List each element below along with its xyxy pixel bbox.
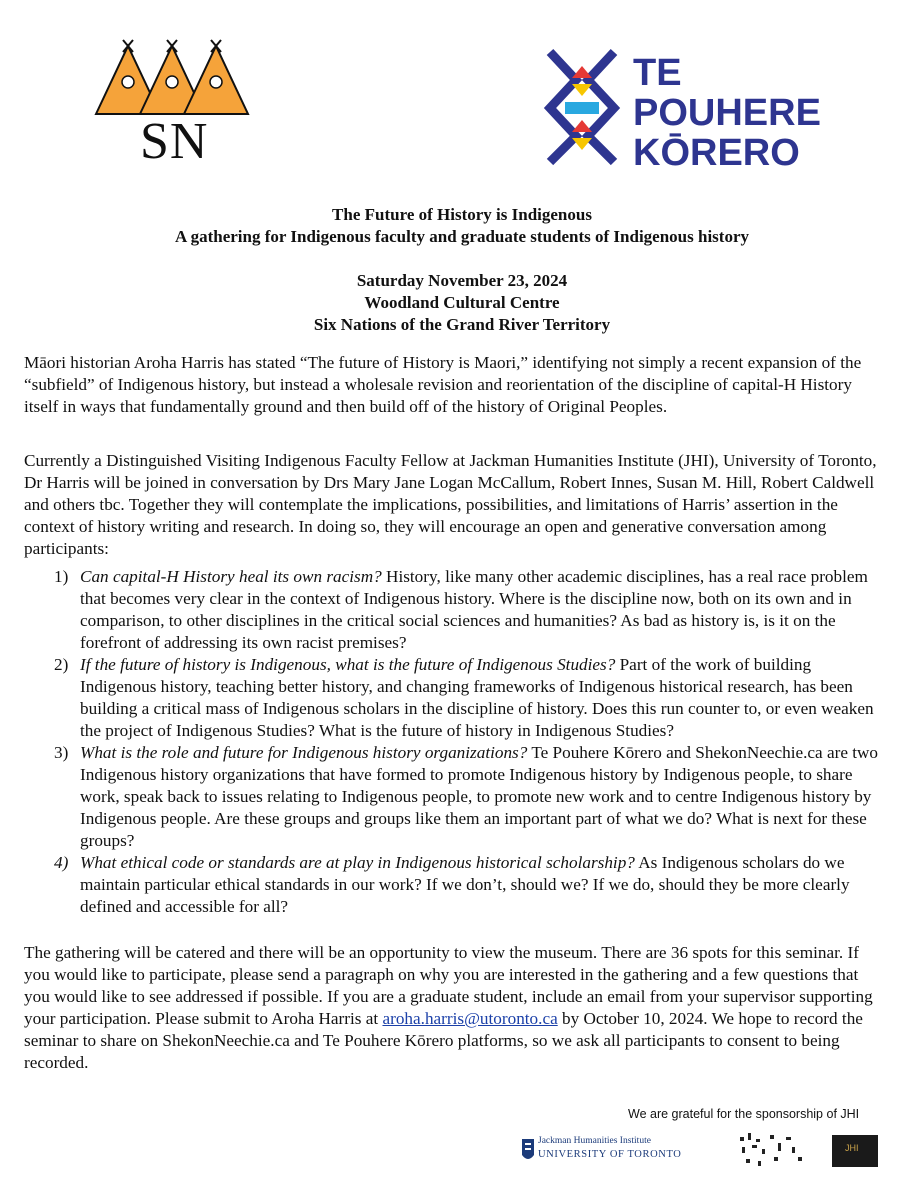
tpk-logo-wordmark	[633, 53, 821, 173]
list-item-number: 1)	[54, 567, 69, 586]
list-item	[24, 852, 884, 918]
list-item-question: What ethical code or standards are at play in Indigenous historical scholarship?	[80, 853, 635, 872]
list-item	[24, 654, 884, 742]
list-item	[24, 742, 884, 852]
tpk-line-2: POUHERE	[633, 92, 821, 134]
uoft-university-name: UNIVERSITY OF TORONTO	[538, 1149, 682, 1160]
event-title: The Future of History is Indigenous	[332, 205, 592, 224]
tpk-line-3: KŌRERO	[633, 132, 800, 174]
list-item	[24, 566, 884, 654]
closing-text-b: by October 10, 2024. We hope to record the seminar to share on ShekonNeechie.ca and Te Pouhere Kōrero platforms, so we ask all participants to consent to being recorded.	[24, 1009, 863, 1072]
list-item-text: As Indigenous scholars do we maintain particular ethical standards in our work? If we don’t, should we? If we do, should they be more clearly defined and accessible for all?	[80, 853, 850, 916]
speakers-paragraph: Currently a Distinguished Visiting Indigenous Faculty Fellow at Jackman Humanities Institute (JHI), University of Toronto, Dr Harris will be joined in conversation by Drs Mary Jane Logan McCallum, Robert Innes, Susan M. Hill, Robert Caldwell and others tbc. Together they will contemplate the implications, possibilities, and limitations of Harris’ assertion in the context of history writing and research. In doing so, they will encourage an open and generative conversation among participants:	[24, 451, 877, 558]
intro-paragraph: Māori historian Aroha Harris has stated “The future of History is Maori,” identifying not simply a recent expansion of the “subfield” of Indigenous history, but instead a wholesale revision and reorientation of the discipline of capital-H History itself in ways that fundamentally ground and then build off of the history of Original Peoples.	[24, 353, 862, 416]
sn-logo-text: SN	[140, 113, 209, 170]
event-location: Six Nations of the Grand River Territory	[313, 315, 611, 334]
event-subtitle: A gathering for Indigenous faculty and graduate students of Indigenous history	[175, 227, 749, 246]
email-link[interactable]: aroha.harris@utoronto.ca	[382, 1009, 558, 1028]
closing-text-a: The gathering will be catered and there will be an opportunity to view the museum. There are 36 spots for this seminar. If you would like to participate, please send a paragraph on why you are interested in the gathering and a few questions that you would like to see addressed if possible. If you are a graduate student, include an email from your supervisor supporting your participation. Please submit to Aroha Harris at	[24, 943, 873, 1028]
closing-paragraph	[24, 942, 884, 1074]
question-list	[24, 566, 884, 918]
event-venue: Woodland Cultural Centre	[364, 293, 560, 312]
list-item-number: 2)	[54, 655, 69, 674]
list-item-question: Can capital-H History heal its own racism?	[80, 567, 382, 586]
tpk-line-1: TE	[633, 52, 682, 94]
list-item-number: 4)	[54, 853, 69, 872]
list-item-text: History, like many other academic disciplines, has a real race problem that becomes very clear in the context of Indigenous history. Where is the discipline now, both on its own and in comparison, to other disciplines in the critical social sciences and humanities? As bad as history is, is it on the forefront of addressing its own racist premises?	[80, 567, 868, 652]
list-item-question: If the future of history is Indigenous, what is the future of Indigenous Studies?	[80, 655, 616, 674]
list-item-text: Te Pouhere Kōrero and ShekonNeechie.ca are two Indigenous history organizations that have formed to promote Indigenous history by Indigenous people, to share work, speak back to issues relating to Indigenous people, to promote new work and to centre Indigenous history by Indigenous people. Are these groups and groups like them an important part of what we do? What is next for these groups?	[80, 743, 879, 850]
list-item-text: Part of the work of building Indigenous history, teaching better history, and changing frameworks of Indigenous historical research, has been building a critical mass of Indigenous scholars in the discipline of history. Does this run counter to, or even weaken the project of Indigenous Studies? What is the future of history in Indigenous Studies?	[80, 655, 874, 740]
sponsor-note: We are grateful for the sponsorship of JHI	[628, 1107, 860, 1121]
event-date: Saturday November 23, 2024	[356, 271, 568, 290]
list-item-number: 3)	[54, 743, 69, 762]
uoft-institute-name: Jackman Humanities Institute	[538, 1136, 651, 1146]
jhi-label: JHI	[845, 1143, 859, 1153]
event-header	[0, 204, 924, 336]
list-item-question: What is the role and future for Indigenous history organizations?	[80, 743, 528, 762]
